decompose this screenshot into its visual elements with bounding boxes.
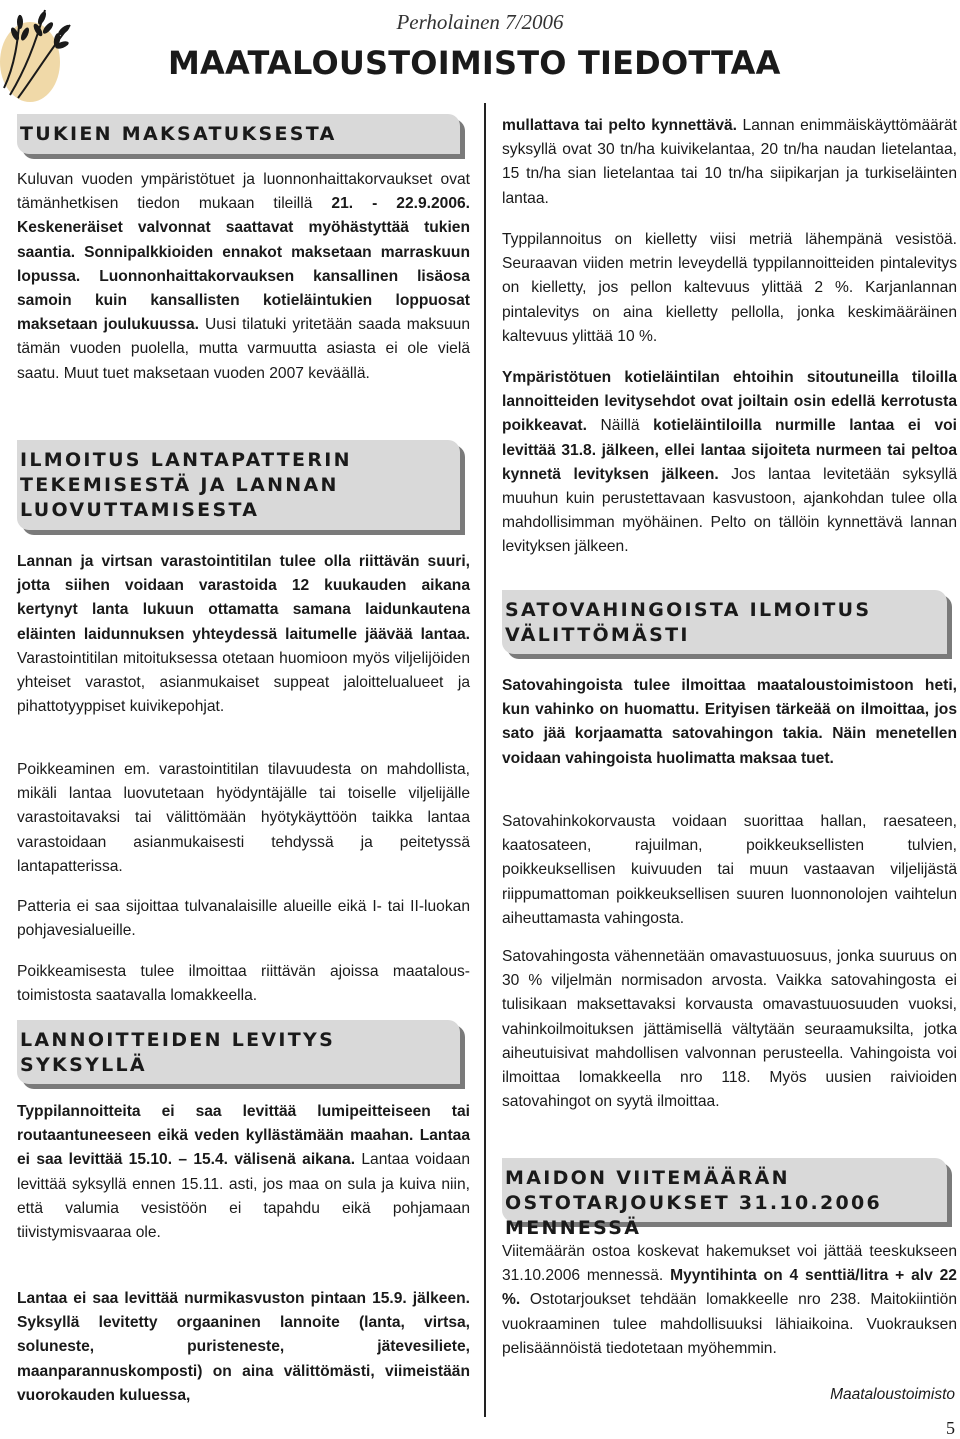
paragraph: Satovahinkokorvausta voidaan suorittaa hallan, raesateen, kaatosateen, rajuilman, poikkeuksellisten tulvien, poikkeuksellisen kuivuuden tai muun vastaavan viljelijästä riippumattoman poikkeuksellisen suuren luonnonolojen vaihtelun aiheuttamasta vahingosta.: [502, 813, 957, 927]
section-heading-lantapatteri: [17, 440, 460, 530]
paragraph: Lannan ja virtsan varastointitilan tulee olla riittävän suuri, jotta siihen voidaan varastoida 12 kuukauden aikana kertynyt lanta lukuun ottamatta samana laidunkautena eläinten laidunnuksen yhteydessä laitumelle jäävää lantaa. Varastointitilan mitoituksessa otetaan huomioon myös viljelijöiden yhteiset varastot, asianmukaiset suppeat jaloittelualueet ja pihattotyyppiset kuivikepohjat.: [17, 553, 470, 716]
paragraph: Typpilannoitus on kielletty viisi metriä lähempänä vesistöä. Seuraavan viiden metrin leveydellä typpilannoitteiden pintalevitys on kielletty, jos pellon kaltevuus ylittää 2 %. Karjanlannan pintalevitys on aina kielletty pellolla, jonka keskimääräinen kaltevuus ylittää 10 %.: [502, 231, 957, 345]
page-number: 5: [946, 1418, 955, 1438]
paragraph: Poikkeamisesta tulee ilmoittaa riittävän ajoissa maataloustoimistosta saatavalla lomakkeella.: [17, 963, 470, 1005]
section-heading-text: TUKIEN MAKSATUKSESTA: [20, 123, 337, 145]
paragraph: Viitemäärän ostoa koskevat hakemukset voi jättää teeskukseen 31.10.2006 mennessä. Myyntihinta on 4 senttiä/litra + alv 22 %. Ostotarjoukset tehdään lomakkeelle nro 238. Maitokiintiön vuokraaminen tulee mahdollisuuksi lähiaikoina. Vuokrauksen pelisäännöistä tiedotetaan myöhemmin.: [502, 1243, 957, 1357]
paragraph: Lantaa ei saa levittää nurmikasvuston pintaan 15.9. jälkeen. Syksyllä levitetty orgaaninen lannoite (lanta, virtsa, soluneste, puristeneste, jätevesiliete, maanparannuskomposti) on aina välittömästi, viimeistään vuorokauden kuluessa,: [17, 1290, 470, 1404]
section-heading-text: LANNOITTEIDEN LEVITYS SYKSYLLÄ: [20, 1029, 336, 1076]
publication-issue: Perholainen 7/2006: [396, 10, 564, 34]
paragraph: Satovahingoista tulee ilmoittaa maataloustoimistoon heti, kun vahinko on huomattu. Erityisen tärkeää on ilmoittaa, jos sato jää korjaamatta satovahingon takia. Näin menetellen voidaan vahingoista huolimatta maksaa tuet.: [502, 677, 957, 767]
paragraph: Ympäristötuen kotieläintilan ehtoihin sitoutuneilla tiloilla lannoitteiden levitysehdot ovat joiltain osin edellä kerrotusta poikkeavat. Näillä kotieläintiloilla nurmille lantaa ei voi levittää 31.8. jälkeen, ellei lantaa sijoiteta nurmeen tai peltoa kynnetä levityksen jälkeen. Jos lantaa levitetään syksyllä muuhun kuin perustettavaan kasvustoon, ajankohdan tulee olla mahdollisimman myöhäinen. Pelto on tällöin kynnettävä lannan levityksen jälkeen.: [502, 369, 958, 556]
section-heading-text: SATOVAHINGOISTA ILMOITUS VÄLITTÖMÄSTI: [505, 599, 872, 646]
section-heading-lannoitteet: [17, 1020, 460, 1084]
wheat-sheaf-logo-icon: [0, 0, 80, 105]
paragraph: Kuluvan vuoden ympäristötuet ja luonnonhaittakorvaukset ovat tämänhetkisen tiedon mukaan tileillä 21. - 22.9.2006. Keskeneräiset valvonnat saattavat myöhästyttää tukien saantia. Sonnipalkkioiden ennakot maksetaan marraskuun lopussa. Luonnonhaittakorvauksen kansallinen lisäosa samoin kuin kansallisten kotieläintukien loppuosat maksetaan joulukuussa. Uusi tilatuki yritetään saada maksuun tämän vuoden puolella, mutta varmuutta asiasta ei ole vielä saatu. Muut tuet maksetaan vuoden 2007 keväällä.: [17, 171, 470, 382]
signature: Maataloustoimisto: [830, 1386, 955, 1403]
section-heading-tukien: [17, 114, 460, 154]
section-heading-text: ILMOITUS LANTAPATTERIN TEKEMISESTÄ JA LANNAN LUOVUTTAMISESTA: [20, 449, 352, 521]
column-divider: [484, 103, 486, 1417]
paragraph: Patteria ei saa sijoittaa tulvanalaisille alueille eikä I- tai II-luokan pohjavesialueille.: [17, 898, 470, 940]
page-title: MAATALOUSTOIMISTO TIEDOTTAA: [168, 44, 781, 82]
section-heading-text: MAIDON VIITEMÄÄRÄN OSTOTARJOUKSET 31.10.2006 MENNESSÄ: [505, 1167, 883, 1239]
paragraph: mullattava tai pelto kynnettävä. Lannan enimmäiskäyttömäärät syksyllä ovat 30 tn/ha kuivikelantaa, 20 tn/ha naudan lietelantaa, 15 tn/ha sian lietelantaa tai 10 tn/ha siipikarjan ja turkiseläinten lantaa.: [502, 117, 957, 207]
section-heading-maidon-viitemaara: [502, 1158, 947, 1239]
section-heading-satovahingot: [502, 590, 947, 654]
paragraph: Poikkeaminen em. varastointitilan tilavuudesta on mahdollista, mikäli lantaa luovutetaan hyödyntäjälle tai toiselle viljelijälle varastoitavaksi tai välittömään hyötykäyttöön taikka lantaa varastoidaan asianmukaisesti tehdyssä ja peitetyssä lantapatterissa.: [17, 761, 470, 875]
paragraph: Typpilannoitteita ei saa levittää lumipeitteiseen tai routaantuneeseen eikä veden kyllästämään maahan. Lantaa ei saa levittää 15.10. – 15.4. välisenä aikana. Lantaa voidaan levittää syksyllä ennen 15.11. asti, jos maa on sula ja kuiva niin, että valumia vesistöön ei tapahdu eikä pohjamaan tiivistymisvaaraa ole.: [17, 1103, 471, 1242]
paragraph: Satovahingosta vähennetään omavastuuosuus, jonka suuruus on 30 % viljelmän normisadon arvosta. Vaikka satovahingosta ei tulisikaan maksettavaksi korvausta omavastuuosuuden vuoksi, vahinkoilmoituksen jättämisellä vältytään seuraamuksilta, jotka aiheutuisivat mahdollisen valvonnan perusteella. Vahingoista voi ilmoittaa lomakkeella nro 118. Myös uusien raivioiden satovahingot on syytä ilmoittaa.: [502, 948, 957, 1111]
